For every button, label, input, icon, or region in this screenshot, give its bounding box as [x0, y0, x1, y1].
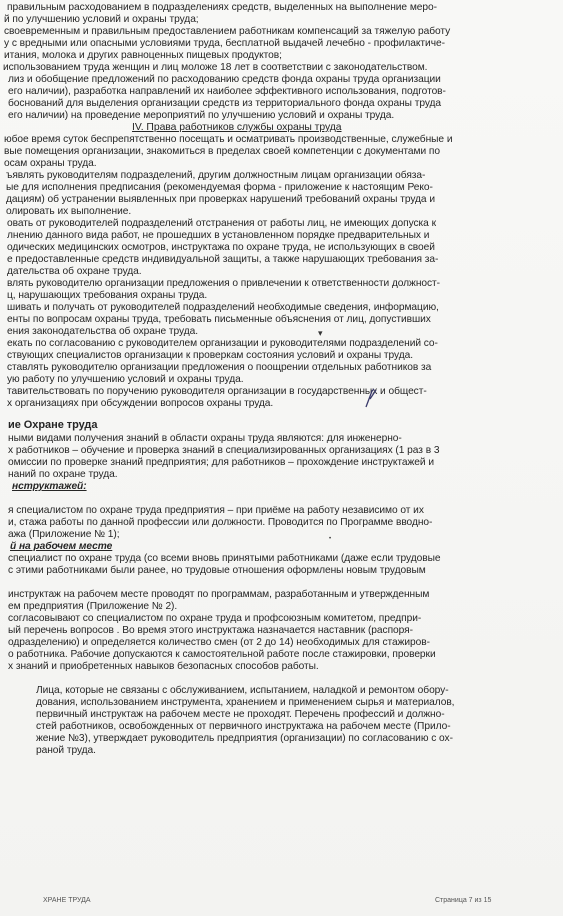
text-line: екать по согласованию с руководителем организации и руководителями подразделений со-	[7, 338, 438, 349]
text-line: одических медицинских осмотров, инструктажа по охране труда, не использующих в своей	[7, 242, 435, 253]
text-line: ую работу по улучшению условий и охраны труда.	[7, 374, 244, 385]
text-line: юбое время суток беспрепятственно посещать и осматривать производственные, служебные и	[4, 134, 453, 145]
text-line: тавительствовать по поручению руководителя организации в государственных и общест-	[7, 386, 427, 397]
text-line: ствующих специалистов организации к проверкам состояния условий и охраны труда.	[7, 350, 413, 361]
text-line: ые для исполнения предписания (рекомендуемая форма - приложение к настоящим Реко-	[6, 182, 433, 193]
text-line: осам охраны труда.	[4, 158, 97, 169]
text-line: енты по вопросам охраны труда, требовать письменные объяснения от лиц, допустивших	[7, 314, 431, 325]
text-line: первичный инструктаж на рабочем месте не проходят. Перечень профессий и должно-	[36, 709, 445, 720]
text-line: олировать их выполнение.	[6, 206, 132, 217]
scan-artifact-dot: •	[329, 536, 332, 542]
text-line: его наличии), разработка направлений их наиболее эффективного использования, подготов-	[8, 86, 446, 97]
pen-mark-icon	[364, 387, 378, 409]
text-line: ем предприятия (Приложение № 2).	[8, 601, 178, 612]
page-number: Страница 7 из 15	[435, 897, 492, 904]
text-line: ными видами получения знаний в области охраны труда являются: для инженерно-	[8, 433, 402, 444]
text-line: жение №3), утверждает руководитель предприятия (организации) по согласованию с ох-	[36, 733, 453, 744]
text-line: ый перечень вопросов . Во время этого инструктажа назначается наставник (распоря-	[8, 625, 413, 636]
text-line: наний по охране труда.	[8, 469, 118, 480]
text-line: Лица, которые не связаны с обслуживанием, испытанием, наладкой и ремонтом обору-	[36, 685, 449, 696]
text-line: ъявлять руководителям подразделений, другим должностным лицам организации обяза-	[6, 170, 426, 181]
text-line: инструктаж на рабочем месте проводят по программам, разработанным и утвержденным	[8, 589, 430, 600]
text-line: о работника. Рабочие допускаются к самостоятельной работе после стажировки, проверки	[8, 649, 436, 660]
scan-artifact-mark: ▾	[318, 328, 323, 338]
text-line: дациям) об устранении выявленных при проверках нарушений требований охраны труда и	[6, 194, 435, 205]
text-line: вые помещения организации, знакомиться в пределах своей компетенции с документами по	[4, 146, 441, 157]
text-line: и, стажа работы по данной профессии или должности. Проводится по Программе вводно-	[8, 517, 433, 528]
text-line: дательства об охране труда.	[7, 266, 142, 277]
text-line: боснований для выделения организации средств из территориального фонда охраны труда	[8, 98, 442, 109]
text-line: его наличии) на проведение мероприятий по улучшению условий и охраны труда.	[8, 110, 395, 121]
text-line: специалист по охране труда (со всеми вновь принятыми работниками (даже если трудовые	[8, 553, 441, 564]
section-heading: IV. Права работников службы охраны труда	[132, 122, 342, 133]
text-line: ения законодательства об охране труда.	[7, 326, 198, 337]
text-line: влять руководителю организации предложения о привлечении к ответственности должност-	[7, 278, 441, 289]
text-line: лиз и обобщение предложений по расходованию средств фонда охраны труда организации	[8, 74, 441, 85]
text-line: дования, использованием инструмента, хранением и применением сырья и материалов,	[36, 697, 455, 708]
text-line: х знаний и приобретенных навыков безопасных способов работы.	[8, 661, 319, 672]
text-line: е предоставленные средств индивидуальной защиты, а также нарушающих требования за-	[7, 254, 439, 265]
footer-left-text: ХРАНЕ ТРУДА	[43, 897, 91, 904]
text-line: шивать и получать от руководителей подразделений необходимые сведения, информацию,	[7, 302, 439, 313]
text-line: стей работников, освобожденных от первичного инструктажа на рабочем месте (Прило-	[36, 721, 451, 732]
text-line: й по улучшению условий и охраны труда;	[4, 14, 199, 25]
text-line: лнению данного вида работ, не прошедших в установленном порядке предварительных и	[7, 230, 430, 241]
text-line: согласовывают со специалистом по охране труда и профсоюзным комитетом, предпри-	[8, 613, 422, 624]
text-line: я специалистом по охране труда предприятия – при приёме на работу независимо от их	[8, 505, 424, 516]
subsection-title: нструктажей:	[12, 481, 87, 492]
text-line: ставлять руководителю организации предложения о поощрении отдельных работников за	[7, 362, 432, 373]
text-line: овать от руководителей подразделений отстранения от работы лиц, не имеющих допуска к	[7, 218, 436, 229]
text-line: использованием труда женщин и лиц моложе 18 лет в соответствии с законодательством.	[3, 62, 428, 73]
text-line: омиссии по проверке знаний предприятия; для работников – прохождение инструктажей и	[8, 457, 434, 468]
text-line: раной труда.	[36, 745, 96, 756]
text-line: правильным расходованием в подразделениях средств, выделенных на выполнение меро-	[7, 2, 437, 13]
text-line: ц, нарушающих требования охраны труда.	[7, 290, 208, 301]
text-line: х организациях при обсуждении вопросов охраны труда.	[7, 398, 274, 409]
subsection-title: й на рабочем месте	[10, 541, 113, 552]
text-line: с этими работниками были ранее, но трудовые отношения оформлены новым трудовым	[8, 565, 426, 576]
section-title: ие Охране труда	[8, 420, 98, 431]
text-line: ажа (Приложение № 1);	[8, 529, 120, 540]
text-line: х работников – обучение и проверка знаний в специализированных организациях (1 раз в 3	[8, 445, 440, 456]
text-line: одразделению) и определяется количество смен (от 2 до 14) необходимых для стажиров-	[8, 637, 430, 648]
text-line: своевременным и правильным предоставлением работникам компенсаций за тяжелую работу	[4, 26, 451, 37]
text-line: итания, молока и других равноценных пищевых продуктов;	[4, 50, 282, 61]
text-line: у с вредными или опасными условиями труда, бесплатной выдачей лечебно - профилактиче-	[4, 38, 445, 49]
